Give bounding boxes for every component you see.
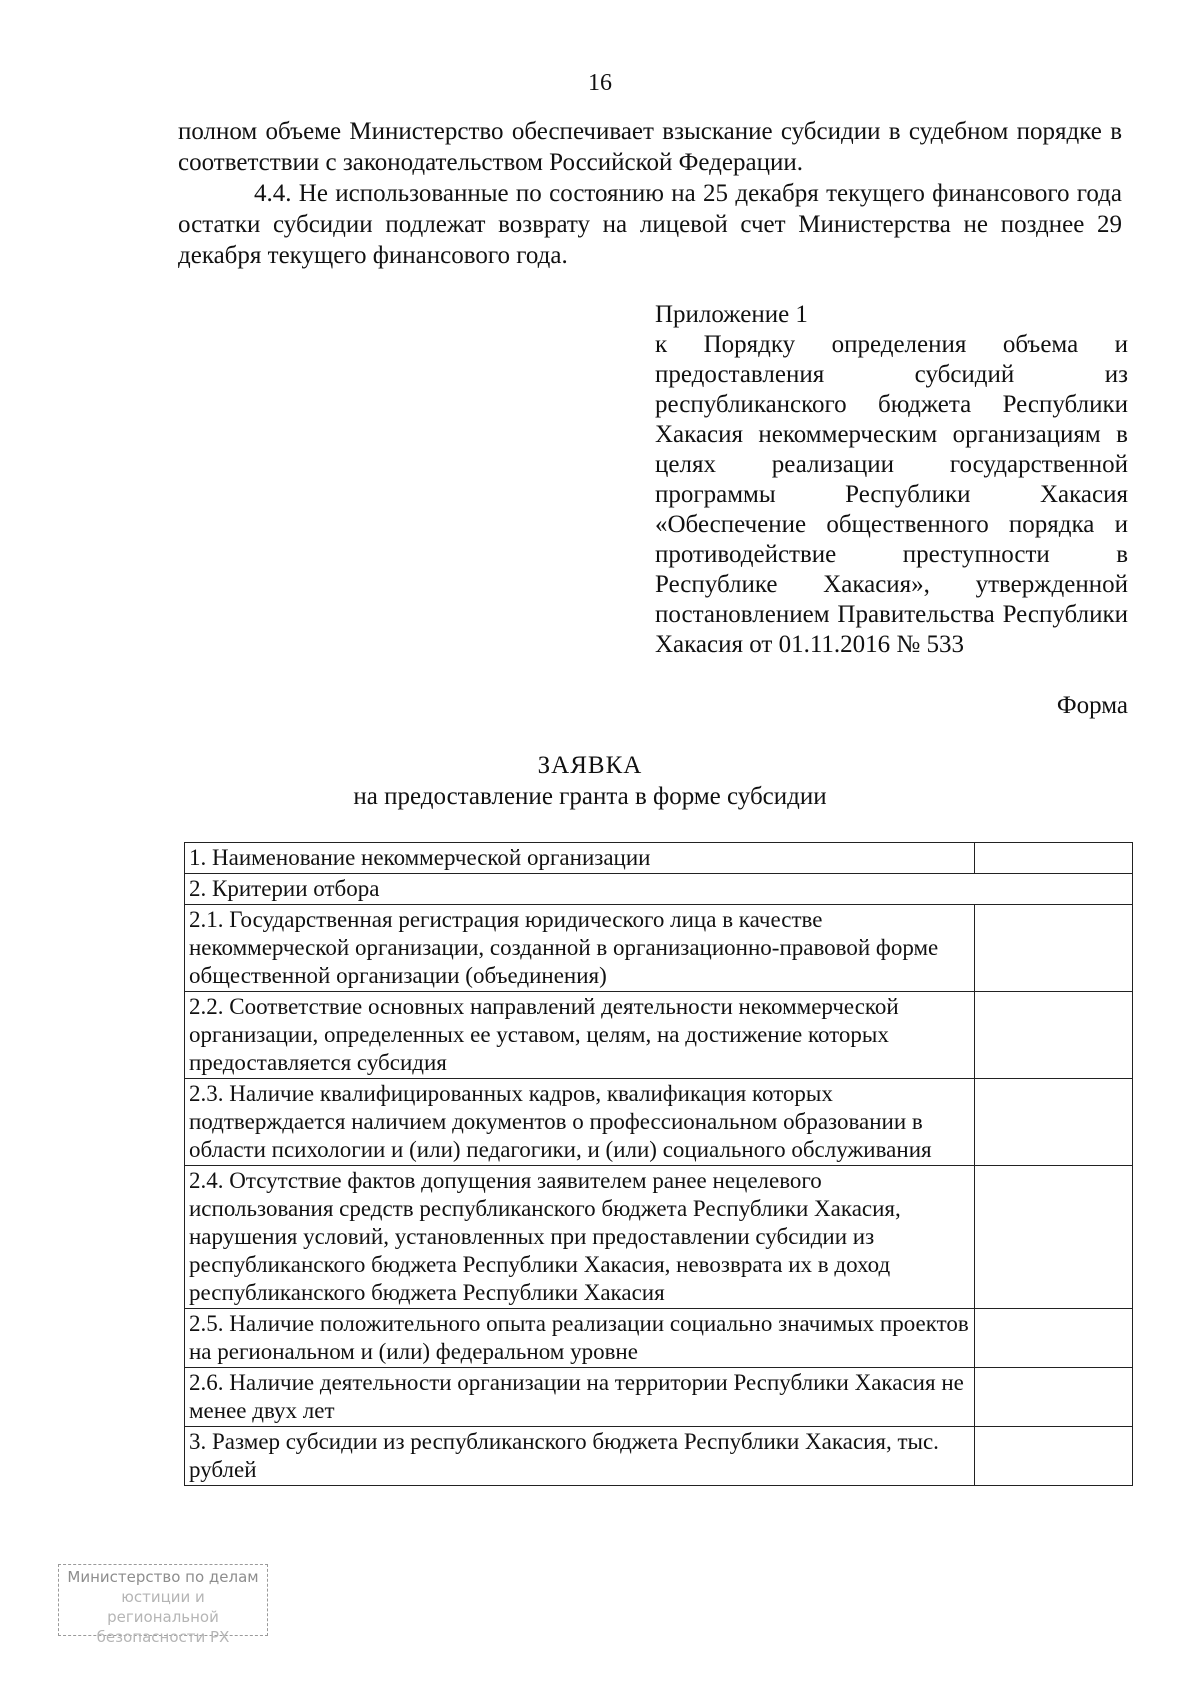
table-row — [185, 905, 1133, 992]
application-table — [184, 842, 1133, 1486]
table-row — [185, 1427, 1133, 1486]
form-label: Форма — [1056, 692, 1128, 719]
table-row-label: 2.3. Наличие квалифицированных кадров, квалификация которых подтверждается наличием документов о профессиональном образовании в области психологии и (или) педагогики, и (или) социального обслуживания — [185, 1079, 975, 1166]
table-row-value-cell[interactable] — [975, 1427, 1133, 1486]
table-row — [185, 1166, 1133, 1309]
registration-stamp — [58, 1564, 268, 1646]
table-row-label: 2.2. Соответствие основных направлений деятельности некоммерческой организации, определенных ее уставом, целям, на достижение которых предоставляется субсидия — [185, 992, 975, 1079]
table-row — [185, 992, 1133, 1079]
table-row-value-cell[interactable] — [975, 905, 1133, 992]
table-row-label: 2.1. Государственная регистрация юридического лица в качестве некоммерческой организации, созданной в организационно-правовой форме общественной организации (объединения) — [185, 905, 975, 992]
table-row-value-cell[interactable] — [975, 992, 1133, 1079]
application-title: ЗАЯВКА — [537, 752, 643, 779]
table-row — [185, 843, 1133, 874]
table-row — [185, 1309, 1133, 1368]
application-subtitle: на предоставление гранта в форме субсидии — [353, 783, 827, 810]
table-row-label: 2.5. Наличие положительного опыта реализации социально значимых проектов на региональном и (или) федеральном уровне — [185, 1309, 975, 1368]
appendix-header — [655, 300, 1128, 660]
stamp-line: юстиции и региональной — [107, 1588, 219, 1626]
paragraph-4-4: 4.4. Не использованные по состоянию на 25 декабря текущего финансового года остатки субсидии подлежат возврату на лицевой счет Министерства не позднее 29 декабря текущего финансового года. — [178, 180, 1122, 269]
page-number: 16 — [588, 70, 612, 96]
table-row-value-cell[interactable] — [975, 1079, 1133, 1166]
table-row-label: 3. Размер субсидии из республиканского бюджета Республики Хакасия, тыс. рублей — [185, 1427, 975, 1486]
table-row-label: 1. Наименование некоммерческой организации — [185, 843, 975, 874]
table-row — [185, 1079, 1133, 1166]
table-row — [185, 874, 1133, 905]
stamp-line: Министерство по делам — [67, 1568, 259, 1586]
stamp-line: безопасности РХ — [96, 1628, 230, 1646]
table-row-value-cell[interactable] — [975, 1309, 1133, 1368]
table-row-value-cell[interactable] — [975, 1368, 1133, 1427]
table-row-label: 2. Критерии отбора — [185, 874, 1133, 905]
table-row-label: 2.4. Отсутствие фактов допущения заявителем ранее нецелевого использования средств республиканского бюджета Республики Хакасия, нарушения условий, установленных при предоставлении субсидии из республиканского бюджета Республики Хакасия, невозврата их в доход республиканского бюджета Республики Хакасия — [185, 1166, 975, 1309]
table-row-label: 2.6. Наличие деятельности организации на территории Республики Хакасия не менее двух лет — [185, 1368, 975, 1427]
appendix-title: Приложение 1 — [655, 301, 808, 328]
table-row-value-cell[interactable] — [975, 1166, 1133, 1309]
paragraph-continuation: полном объеме Министерство обеспечивает взыскание субсидии в судебном порядке в соответствии с законодательством Российской Федерации. — [178, 118, 1122, 176]
appendix-body: к Порядку определения объема и предоставления субсидий из республиканского бюджета Республики Хакасия некоммерческим организациям в целях реализации государственной программы Республики Хакасия «Обеспечение общественного порядка и противодействие преступности в Республике Хакасия», утвержденной постановлением Правительства Республики Хакасия от 01.11.2016 № 533 — [655, 331, 1128, 658]
table-row-value-cell[interactable] — [975, 843, 1133, 874]
table-row — [185, 1368, 1133, 1427]
